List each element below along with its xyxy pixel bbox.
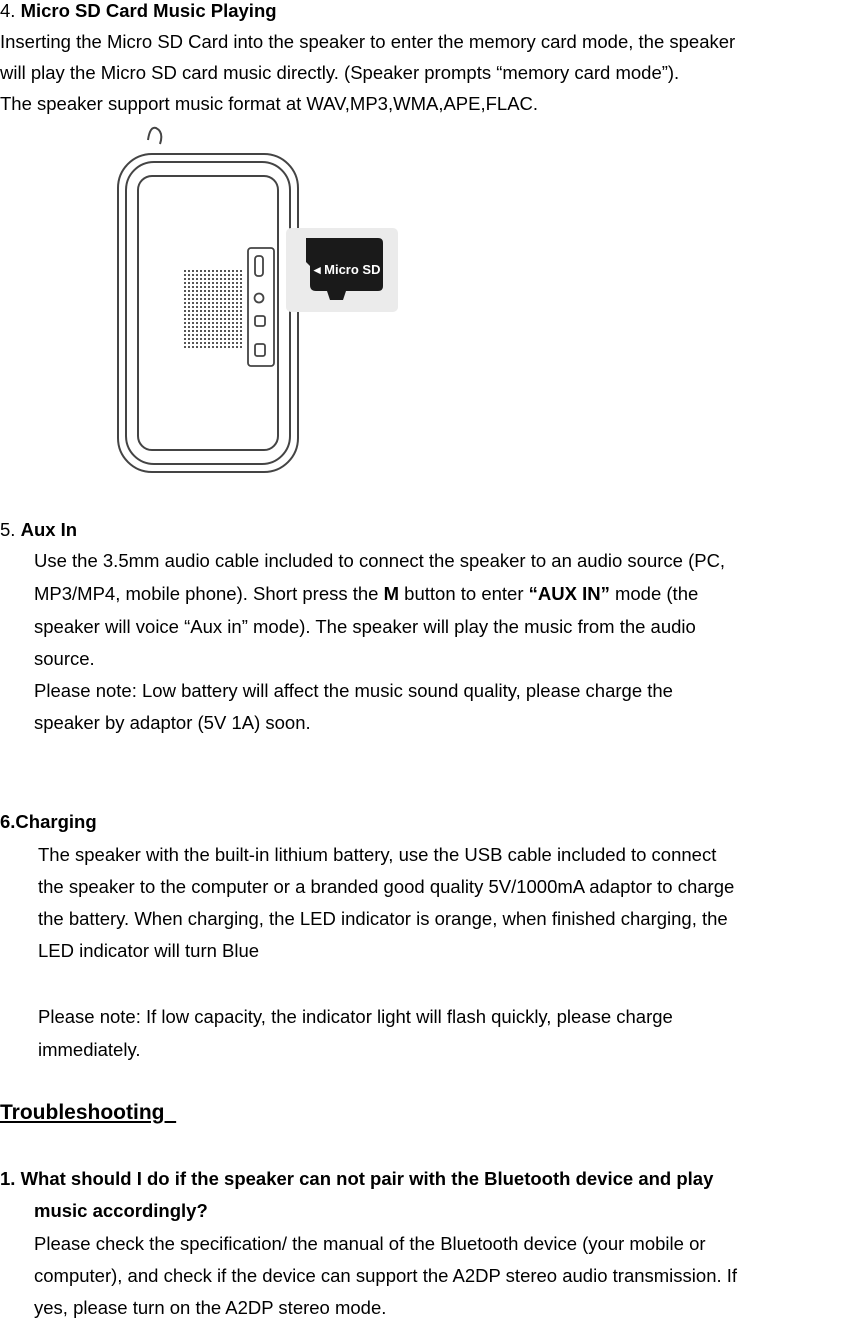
section-5-heading [0,519,77,541]
section-6-text-line: the battery. When charging, the LED indicator is orange, when finished charging, the [38,908,728,929]
usb-port [255,316,265,326]
text-run: mode (the [609,583,699,604]
faq-answer-line: computer), and check if the device can support the A2DP stereo audio transmission. If [34,1265,738,1286]
sd-slot [255,256,263,276]
speaker-micro-sd-illustration [108,122,400,474]
faq-answer-line: Please check the specification/ the manual of the Bluetooth device (your mobile or [34,1233,706,1254]
faq-answer-line: yes, please turn on the A2DP stereo mode. [34,1297,387,1318]
section-6-text-line: LED indicator will turn Blue [38,940,260,961]
section-5-text-line [34,583,698,605]
section-6-note-line: Please note: If low capacity, the indicator light will flash quickly, please charge [38,1006,673,1027]
section-4-number: 4. [0,0,21,21]
section-5-text-line: speaker will voice “Aux in” mode). The speaker will play the music from the audio [34,616,696,637]
section-4-text-line: Inserting the Micro SD Card into the speaker to enter the memory card mode, the speaker [0,31,736,52]
section-6-text-line: the speaker to the computer or a branded good quality 5V/1000mA adaptor to charge [38,876,735,897]
lanyard-loop [148,128,161,144]
faq-question-line [0,1168,713,1190]
faq-question-text: 1. What should I do if the speaker can not pair with the Bluetooth device and play [0,1168,714,1189]
section-6-note-line: immediately. [38,1039,141,1060]
aux-jack [255,294,264,303]
section-5-title: Aux In [20,519,78,540]
section-6-heading [0,811,97,833]
text-run: MP3/MP4, mobile phone). Short press the [34,583,384,604]
section-6-title: 6.Charging [0,811,97,832]
faq-question-line [34,1200,208,1222]
section-5-note-line: speaker by adaptor (5V 1A) soon. [34,712,311,733]
troubleshooting-heading: Troubleshooting [0,1101,177,1124]
section-5-text-line: Use the 3.5mm audio cable included to connect the speaker to an audio source (PC, [34,550,726,571]
micro-sd-card [286,228,398,312]
section-4-text-line: The speaker support music format at WAV,MP3,WMA,APE,FLAC. [0,93,539,114]
section-4-title: Micro SD Card Music Playing [20,0,277,21]
power-port [255,344,265,356]
m-button-label: M [383,583,400,604]
speaker-grille [184,268,242,350]
micro-sd-label: ◂ Micro SD [314,262,381,277]
side-port-panel [248,248,274,366]
section-5-text-line: source. [34,648,95,669]
aux-in-mode-label: “AUX IN” [528,583,610,604]
section-4-heading [0,0,277,22]
section-6-text-line: The speaker with the built-in lithium battery, use the USB cable included to connect [38,844,717,865]
section-4-text-line: will play the Micro SD card music directly. (Speaker prompts “memory card mode”). [0,62,680,83]
text-run: button to enter [399,583,529,604]
faq-question-text: music accordingly? [34,1200,208,1221]
section-5-number: 5. [0,519,21,540]
section-5-note-line: Please note: Low battery will affect the music sound quality, please charge the [34,680,673,701]
